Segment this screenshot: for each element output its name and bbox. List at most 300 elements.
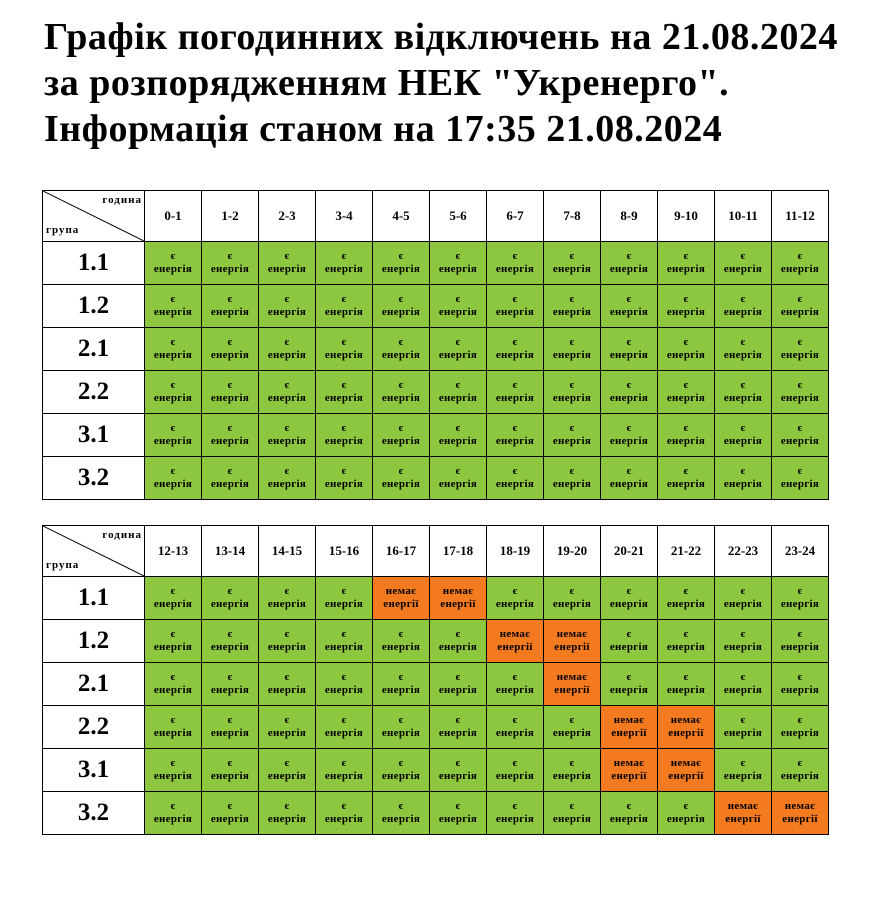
power-on-cell xyxy=(544,328,601,371)
power-on-cell xyxy=(373,371,430,414)
power-on-cell xyxy=(658,577,715,620)
status-line-1: є xyxy=(512,757,518,769)
status-line-1: є xyxy=(683,585,689,597)
status-line-1: є xyxy=(455,465,461,477)
status-line-1: є xyxy=(227,757,233,769)
status-line-2: енергія xyxy=(438,770,478,782)
group-cell: 2.2 xyxy=(43,706,145,749)
status-line-1: є xyxy=(341,379,347,391)
power-on-cell xyxy=(316,414,373,457)
power-on-cell xyxy=(601,285,658,328)
power-on-cell xyxy=(715,749,772,792)
status-line-2: енергія xyxy=(552,392,592,404)
header-row xyxy=(43,526,829,577)
status-line-1: є xyxy=(341,628,347,640)
status-line-2: енергія xyxy=(210,641,250,653)
status-line-1: є xyxy=(398,714,404,726)
power-on-cell xyxy=(259,792,316,835)
power-on-cell xyxy=(259,371,316,414)
status-line-1: немає xyxy=(784,800,816,812)
power-on-cell xyxy=(373,242,430,285)
status-line-2: енергія xyxy=(210,435,250,447)
status-line-1: є xyxy=(683,293,689,305)
status-line-1: є xyxy=(341,585,347,597)
status-line-1: є xyxy=(284,379,290,391)
status-line-1: є xyxy=(569,465,575,477)
status-line-2: енергія xyxy=(153,641,193,653)
power-on-cell xyxy=(772,457,829,500)
power-off-cell xyxy=(658,749,715,792)
hour-header: 9-10 xyxy=(658,191,715,242)
status-line-1: є xyxy=(455,800,461,812)
status-line-1: є xyxy=(683,465,689,477)
power-on-cell xyxy=(772,577,829,620)
status-line-2: енергія xyxy=(381,349,421,361)
status-line-1: є xyxy=(284,800,290,812)
status-line-1: є xyxy=(227,422,233,434)
status-line-2: енергія xyxy=(780,478,820,490)
status-line-1: немає xyxy=(727,800,759,812)
status-line-1: є xyxy=(797,757,803,769)
status-line-1: є xyxy=(740,422,746,434)
status-line-1: є xyxy=(227,671,233,683)
status-line-2: енергія xyxy=(780,598,820,610)
status-line-1: є xyxy=(227,628,233,640)
status-line-2: енергія xyxy=(495,598,535,610)
status-line-2: енергія xyxy=(666,598,706,610)
status-line-2: енергія xyxy=(723,684,763,696)
status-line-1: є xyxy=(398,465,404,477)
status-line-1: є xyxy=(170,714,176,726)
corner-cell xyxy=(43,191,145,242)
status-line-2: енергія xyxy=(438,306,478,318)
table-row xyxy=(43,706,829,749)
power-on-cell xyxy=(145,371,202,414)
hour-header: 22-23 xyxy=(715,526,772,577)
status-line-1: немає xyxy=(613,757,645,769)
status-line-1: є xyxy=(740,336,746,348)
status-line-2: енергія xyxy=(780,770,820,782)
status-line-2: енергія xyxy=(438,349,478,361)
power-on-cell xyxy=(316,792,373,835)
group-cell: 3.1 xyxy=(43,414,145,457)
status-line-1: є xyxy=(227,336,233,348)
status-line-1: є xyxy=(170,422,176,434)
status-line-2: енергія xyxy=(495,263,535,275)
group-cell: 3.2 xyxy=(43,792,145,835)
power-on-cell xyxy=(145,457,202,500)
status-line-2: енергія xyxy=(666,263,706,275)
status-line-1: є xyxy=(797,585,803,597)
status-line-1: є xyxy=(227,585,233,597)
status-line-1: є xyxy=(455,293,461,305)
power-on-cell xyxy=(715,414,772,457)
status-line-2: енергія xyxy=(780,727,820,739)
power-off-cell xyxy=(601,749,658,792)
power-on-cell xyxy=(658,792,715,835)
power-on-cell xyxy=(202,457,259,500)
status-line-1: є xyxy=(455,379,461,391)
status-line-2: енергія xyxy=(210,306,250,318)
status-line-2: енергія xyxy=(381,727,421,739)
status-line-2: енергія xyxy=(267,349,307,361)
power-off-cell xyxy=(601,706,658,749)
power-on-cell xyxy=(772,749,829,792)
status-line-2: енергія xyxy=(210,478,250,490)
status-line-2: енергія xyxy=(666,684,706,696)
power-on-cell xyxy=(259,749,316,792)
power-on-cell xyxy=(658,371,715,414)
power-on-cell xyxy=(658,285,715,328)
group-label: група xyxy=(46,224,80,236)
table-row xyxy=(43,749,829,792)
power-on-cell xyxy=(772,706,829,749)
status-line-1: є xyxy=(170,336,176,348)
status-line-2: енергія xyxy=(267,641,307,653)
power-on-cell xyxy=(715,620,772,663)
power-on-cell xyxy=(487,328,544,371)
power-on-cell xyxy=(772,414,829,457)
status-line-2: енергія xyxy=(552,349,592,361)
status-line-1: є xyxy=(455,628,461,640)
power-on-cell xyxy=(316,371,373,414)
group-cell: 1.1 xyxy=(43,242,145,285)
status-line-2: енергія xyxy=(153,306,193,318)
status-line-2: енергія xyxy=(723,263,763,275)
status-line-2: енергія xyxy=(609,435,649,447)
status-line-1: є xyxy=(512,250,518,262)
status-line-1: немає xyxy=(385,585,417,597)
status-line-1: є xyxy=(740,293,746,305)
status-line-2: енергія xyxy=(723,641,763,653)
hour-header: 17-18 xyxy=(430,526,487,577)
status-line-1: є xyxy=(569,379,575,391)
status-line-1: є xyxy=(512,422,518,434)
schedule-table-morning xyxy=(42,190,829,500)
status-line-2: енергія xyxy=(780,306,820,318)
status-line-1: є xyxy=(284,757,290,769)
power-on-cell xyxy=(259,242,316,285)
power-on-cell xyxy=(715,706,772,749)
status-line-1: є xyxy=(398,336,404,348)
status-line-2: енергія xyxy=(153,813,193,825)
status-line-2: енергія xyxy=(609,306,649,318)
schedule-table-evening xyxy=(42,525,829,835)
status-line-2: енергія xyxy=(609,684,649,696)
group-cell: 1.2 xyxy=(43,285,145,328)
status-line-2: енергія xyxy=(267,813,307,825)
power-on-cell xyxy=(373,663,430,706)
power-on-cell xyxy=(145,242,202,285)
status-line-1: є xyxy=(455,250,461,262)
status-line-1: є xyxy=(170,628,176,640)
status-line-1: є xyxy=(797,250,803,262)
status-line-1: є xyxy=(284,422,290,434)
status-line-1: є xyxy=(569,800,575,812)
status-line-2: енергія xyxy=(153,392,193,404)
status-line-2: енергія xyxy=(609,263,649,275)
hour-header: 19-20 xyxy=(544,526,601,577)
hour-header: 5-6 xyxy=(430,191,487,242)
power-on-cell xyxy=(715,371,772,414)
power-on-cell xyxy=(487,242,544,285)
power-on-cell xyxy=(202,414,259,457)
power-on-cell xyxy=(601,792,658,835)
status-line-1: є xyxy=(512,671,518,683)
status-line-1: є xyxy=(569,336,575,348)
header-row xyxy=(43,191,829,242)
status-line-2: енергія xyxy=(438,727,478,739)
power-on-cell xyxy=(772,242,829,285)
power-on-cell xyxy=(202,706,259,749)
status-line-1: є xyxy=(170,465,176,477)
status-line-2: енергія xyxy=(324,392,364,404)
status-line-1: є xyxy=(626,465,632,477)
hour-header: 18-19 xyxy=(487,526,544,577)
power-on-cell xyxy=(715,328,772,371)
status-line-2: енергії xyxy=(383,598,419,610)
status-line-1: є xyxy=(626,628,632,640)
status-line-2: енергія xyxy=(723,727,763,739)
status-line-2: енергія xyxy=(153,435,193,447)
status-line-1: є xyxy=(740,628,746,640)
status-line-1: є xyxy=(455,336,461,348)
status-line-2: енергія xyxy=(324,598,364,610)
status-line-2: енергія xyxy=(267,392,307,404)
status-line-2: енергії xyxy=(611,727,647,739)
table-row xyxy=(43,242,829,285)
power-on-cell xyxy=(316,457,373,500)
power-on-cell xyxy=(430,706,487,749)
power-on-cell xyxy=(259,706,316,749)
status-line-1: є xyxy=(341,422,347,434)
power-on-cell xyxy=(658,414,715,457)
power-on-cell xyxy=(544,706,601,749)
status-line-2: енергія xyxy=(666,478,706,490)
status-line-1: є xyxy=(398,671,404,683)
status-line-1: є xyxy=(170,671,176,683)
power-on-cell xyxy=(544,792,601,835)
group-cell: 2.1 xyxy=(43,328,145,371)
power-on-cell xyxy=(487,285,544,328)
status-line-1: є xyxy=(740,585,746,597)
power-on-cell xyxy=(259,285,316,328)
status-line-2: енергія xyxy=(552,478,592,490)
table-row xyxy=(43,620,829,663)
table-row xyxy=(43,792,829,835)
status-line-2: енергії xyxy=(554,641,590,653)
status-line-2: енергія xyxy=(324,263,364,275)
status-line-1: є xyxy=(284,671,290,683)
table-row xyxy=(43,577,829,620)
power-on-cell xyxy=(430,414,487,457)
status-line-1: є xyxy=(227,379,233,391)
status-line-1: є xyxy=(512,336,518,348)
hour-header: 16-17 xyxy=(373,526,430,577)
status-line-2: енергія xyxy=(381,478,421,490)
power-on-cell xyxy=(259,663,316,706)
status-line-2: енергія xyxy=(267,598,307,610)
power-on-cell xyxy=(715,663,772,706)
power-on-cell xyxy=(202,792,259,835)
power-on-cell xyxy=(544,285,601,328)
power-on-cell xyxy=(373,620,430,663)
hour-header: 6-7 xyxy=(487,191,544,242)
power-off-cell xyxy=(715,792,772,835)
status-line-2: енергія xyxy=(210,349,250,361)
status-line-1: є xyxy=(284,585,290,597)
power-on-cell xyxy=(430,457,487,500)
status-line-2: енергії xyxy=(611,770,647,782)
status-line-1: є xyxy=(170,757,176,769)
status-line-1: є xyxy=(398,422,404,434)
status-line-2: енергія xyxy=(381,813,421,825)
power-on-cell xyxy=(202,663,259,706)
status-line-1: немає xyxy=(442,585,474,597)
hour-header: 11-12 xyxy=(772,191,829,242)
status-line-1: немає xyxy=(613,714,645,726)
status-line-2: енергія xyxy=(780,641,820,653)
status-line-2: енергія xyxy=(723,478,763,490)
status-line-2: енергія xyxy=(666,813,706,825)
status-line-2: енергія xyxy=(438,813,478,825)
group-label: група xyxy=(46,559,80,571)
hour-header: 2-3 xyxy=(259,191,316,242)
status-line-2: енергія xyxy=(210,598,250,610)
title-line-1: Графік погодинних відключень на 21.08.2024 xyxy=(44,16,838,58)
status-line-1: є xyxy=(341,757,347,769)
power-on-cell xyxy=(259,328,316,371)
status-line-2: енергія xyxy=(210,813,250,825)
status-line-1: є xyxy=(626,379,632,391)
power-on-cell xyxy=(658,620,715,663)
status-line-1: є xyxy=(341,293,347,305)
status-line-2: енергія xyxy=(381,641,421,653)
status-line-1: є xyxy=(569,757,575,769)
status-line-2: енергія xyxy=(438,478,478,490)
power-on-cell xyxy=(145,328,202,371)
hour-header: 21-22 xyxy=(658,526,715,577)
status-line-1: є xyxy=(797,714,803,726)
status-line-1: немає xyxy=(499,628,531,640)
status-line-1: є xyxy=(227,800,233,812)
power-on-cell xyxy=(544,457,601,500)
page-title xyxy=(44,14,874,152)
status-line-1: є xyxy=(569,422,575,434)
power-off-cell xyxy=(544,663,601,706)
status-line-2: енергія xyxy=(381,770,421,782)
group-cell: 1.2 xyxy=(43,620,145,663)
status-line-2: енергія xyxy=(666,306,706,318)
status-line-1: є xyxy=(398,379,404,391)
status-line-2: енергія xyxy=(780,349,820,361)
power-off-cell xyxy=(430,577,487,620)
status-line-1: є xyxy=(341,465,347,477)
status-line-2: енергія xyxy=(552,263,592,275)
power-on-cell xyxy=(487,663,544,706)
status-line-2: енергія xyxy=(609,392,649,404)
power-on-cell xyxy=(373,749,430,792)
power-on-cell xyxy=(430,328,487,371)
power-on-cell xyxy=(430,663,487,706)
hour-header: 4-5 xyxy=(373,191,430,242)
status-line-2: енергія xyxy=(723,392,763,404)
status-line-1: є xyxy=(683,250,689,262)
power-on-cell xyxy=(601,242,658,285)
status-line-2: енергія xyxy=(666,349,706,361)
status-line-1: є xyxy=(512,379,518,391)
status-line-1: є xyxy=(512,465,518,477)
status-line-2: енергії xyxy=(440,598,476,610)
power-on-cell xyxy=(202,285,259,328)
status-line-2: енергія xyxy=(381,435,421,447)
status-line-2: енергія xyxy=(552,770,592,782)
hour-header: 0-1 xyxy=(145,191,202,242)
status-line-1: є xyxy=(170,585,176,597)
hour-header: 7-8 xyxy=(544,191,601,242)
status-line-2: енергії xyxy=(497,641,533,653)
hour-header: 1-2 xyxy=(202,191,259,242)
status-line-2: енергія xyxy=(210,770,250,782)
power-on-cell xyxy=(772,371,829,414)
status-line-1: є xyxy=(284,714,290,726)
status-line-2: енергія xyxy=(495,349,535,361)
group-cell: 1.1 xyxy=(43,577,145,620)
status-line-1: немає xyxy=(556,628,588,640)
status-line-1: є xyxy=(626,585,632,597)
status-line-1: є xyxy=(797,293,803,305)
power-on-cell xyxy=(145,414,202,457)
status-line-2: енергія xyxy=(381,306,421,318)
status-line-2: енергія xyxy=(381,684,421,696)
power-on-cell xyxy=(487,577,544,620)
status-line-2: енергія xyxy=(723,770,763,782)
status-line-2: енергія xyxy=(438,684,478,696)
power-on-cell xyxy=(487,371,544,414)
power-on-cell xyxy=(316,749,373,792)
status-line-1: є xyxy=(455,422,461,434)
status-line-1: немає xyxy=(670,714,702,726)
power-on-cell xyxy=(373,414,430,457)
title-line-3: Інформація станом на 17:35 21.08.2024 xyxy=(44,108,723,150)
power-on-cell xyxy=(487,414,544,457)
status-line-1: є xyxy=(227,293,233,305)
status-line-2: енергія xyxy=(267,435,307,447)
status-line-2: енергія xyxy=(438,435,478,447)
status-line-1: є xyxy=(398,800,404,812)
status-line-2: енергія xyxy=(780,392,820,404)
power-on-cell xyxy=(202,749,259,792)
status-line-2: енергія xyxy=(381,392,421,404)
status-line-1: є xyxy=(683,671,689,683)
status-line-2: енергія xyxy=(552,306,592,318)
status-line-2: енергія xyxy=(324,641,364,653)
power-on-cell xyxy=(544,577,601,620)
status-line-2: енергії xyxy=(668,727,704,739)
status-line-1: є xyxy=(797,379,803,391)
group-cell: 3.2 xyxy=(43,457,145,500)
status-line-1: є xyxy=(626,293,632,305)
status-line-1: є xyxy=(569,250,575,262)
table-row xyxy=(43,663,829,706)
power-off-cell xyxy=(544,620,601,663)
power-on-cell xyxy=(601,371,658,414)
status-line-2: енергія xyxy=(153,684,193,696)
status-line-1: є xyxy=(398,628,404,640)
power-on-cell xyxy=(658,328,715,371)
status-line-1: є xyxy=(341,336,347,348)
status-line-1: є xyxy=(740,250,746,262)
